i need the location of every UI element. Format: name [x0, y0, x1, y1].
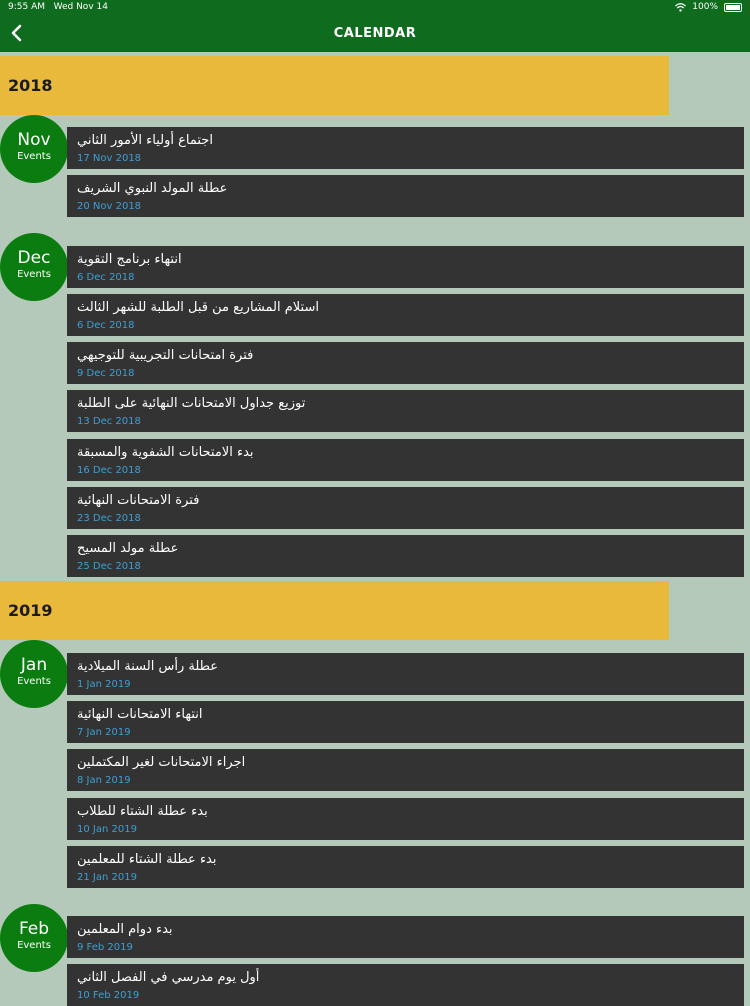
event-title: استلام المشاريع من قبل الطلبة للشهر الثالث: [77, 300, 319, 315]
page-title: CALENDAR: [333, 26, 417, 41]
event-card[interactable]: [67, 487, 744, 529]
event-date: 1 Jan 2019: [77, 679, 131, 690]
event-card[interactable]: [67, 246, 744, 288]
event-date: 13 Dec 2018: [77, 416, 141, 427]
event-date: 7 Jan 2019: [77, 727, 131, 738]
event-card[interactable]: [67, 439, 744, 481]
event-card[interactable]: [67, 390, 744, 432]
year-banner: [0, 581, 669, 640]
event-title: عطلة مولد المسيح: [77, 541, 179, 556]
month-circle-nov: [0, 115, 68, 183]
event-date: 21 Jan 2019: [77, 872, 137, 883]
month-sub: Events: [17, 269, 51, 280]
year-label: 2019: [8, 601, 53, 620]
event-title: فترة امتحانات التجريبية للتوجيهي: [77, 348, 254, 363]
month-circle-jan: [0, 640, 68, 708]
event-title: توزيع جداول الامتحانات النهائية على الطلبة: [77, 396, 306, 411]
event-title: انتهاء برنامج التقوية: [77, 252, 182, 267]
event-date: 20 Nov 2018: [77, 201, 142, 212]
event-title: فترة الامتحانات النهائية: [77, 493, 200, 508]
event-title: اجراء الامتحانات لغير المكتملين: [77, 755, 246, 770]
event-card[interactable]: [67, 798, 744, 840]
month-name: Feb: [18, 919, 50, 939]
event-card[interactable]: [67, 342, 744, 384]
event-card[interactable]: [67, 701, 744, 743]
month-name: Jan: [20, 655, 48, 675]
event-date: 6 Dec 2018: [77, 272, 135, 283]
month-circle-dec: [0, 233, 68, 301]
month-sub: Events: [17, 151, 51, 162]
month-name: Dec: [17, 248, 51, 268]
status-bar: [0, 0, 750, 14]
event-title: اجتماع أولياء الأمور الثاني: [77, 133, 213, 148]
wifi-icon: [675, 3, 686, 12]
status-date-text: Wed Nov 14: [53, 2, 108, 12]
battery-percent: 100%: [692, 2, 718, 12]
event-title: انتهاء الامتحانات النهائية: [77, 707, 203, 722]
event-date: 17 Nov 2018: [77, 153, 142, 164]
status-time-text: 9:55 AM: [8, 2, 45, 12]
event-title: بدء عطلة الشتاء للمعلمين: [77, 852, 217, 867]
event-card[interactable]: [67, 749, 744, 791]
event-card[interactable]: [67, 653, 744, 695]
nav-bar: [0, 14, 750, 52]
status-right: [675, 2, 742, 12]
year-banner: [0, 56, 669, 115]
month-sub: Events: [17, 940, 51, 951]
event-date: 6 Dec 2018: [77, 320, 135, 331]
event-title: عطلة رأس السنة الميلادية: [77, 659, 219, 674]
event-date: 8 Jan 2019: [77, 775, 131, 786]
event-title: بدء الامتحانات الشفوية والمسبقة: [77, 445, 254, 460]
event-date: 16 Dec 2018: [77, 465, 141, 476]
event-title: بدء دوام المعلمين: [77, 922, 173, 937]
event-card[interactable]: [67, 294, 744, 336]
status-time: [8, 2, 108, 12]
event-date: 10 Feb 2019: [77, 990, 140, 1001]
event-title: بدء عطلة الشتاء للطلاب: [77, 804, 208, 819]
event-card[interactable]: [67, 916, 744, 958]
month-sub: Events: [17, 676, 51, 687]
event-card[interactable]: [67, 846, 744, 888]
month-name: Nov: [17, 130, 51, 150]
calendar-list[interactable]: [0, 52, 750, 1000]
event-date: 9 Dec 2018: [77, 368, 135, 379]
event-date: 9 Feb 2019: [77, 942, 133, 953]
event-card[interactable]: [67, 175, 744, 217]
event-date: 10 Jan 2019: [77, 824, 137, 835]
event-card[interactable]: [67, 535, 744, 577]
month-circle-feb: [0, 904, 68, 972]
event-date: 25 Dec 2018: [77, 561, 141, 572]
event-title: عطلة المولد النبوي الشريف: [77, 181, 228, 196]
year-label: 2018: [8, 76, 53, 95]
event-date: 23 Dec 2018: [77, 513, 141, 524]
battery-icon: [724, 3, 742, 12]
event-card[interactable]: [67, 127, 744, 169]
event-title: أول يوم مدرسي في الفصل الثاني: [77, 970, 260, 985]
